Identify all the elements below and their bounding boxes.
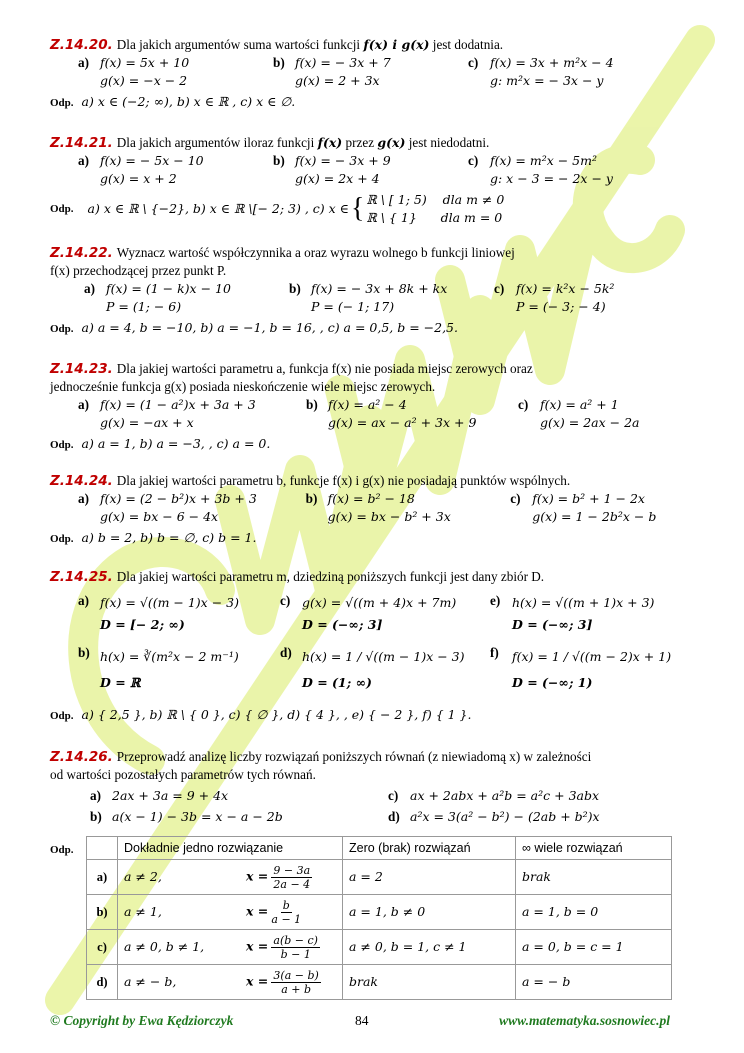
table-row: a) a ≠ 2, x = $\frac{9 - 3a}{2a - 4}$ a = 2 brak	[87, 860, 672, 895]
answer-label: Odp.	[50, 844, 74, 856]
answer: Odp. a) x ∈ ℝ \ {−2}, b) x ∈ ℝ \[− 2; 3) , c) x ∈ { ℝ \ [ 1; 5) dla m ≠ 0 ℝ \ { 1} dla m = 0	[50, 192, 505, 225]
answer: Odp. a) a = 1, b) a = −3, , c) a = 0.	[50, 436, 271, 451]
answer: Odp. a) x ∈ (−2; ∞), b) x ∈ ℝ , c) x ∈ ∅.	[50, 94, 296, 109]
solutions-table	[86, 836, 672, 1000]
problem-14-24: Z.14.24. Dla jakiej wartości parametru b, funkcje f(x) i g(x) nie posiadają punktów wspólnych. a) f(x) = (2 − b²)x + 3b + 3 g(x) = bx − 6 − 4x b) f(x) = b² − 18 g(x) = bx − b² + 3x c) f(x) = b² + 1 − 2x g(x) = 1 − 2b²x − b Odp. a) b = 2, b) b = ∅, c) b = 1.	[50, 472, 680, 548]
footer-page-number: 84	[355, 1013, 369, 1028]
table-row: c) a ≠ 0, b ≠ 1, x = $\frac{a(b - c)}{b - 1}$ a ≠ 0, b = 1, c ≠ 1 a = 0, b = c = 1	[87, 930, 672, 965]
table-row: b) a ≠ 1, x = $\frac{b}{a - 1}$ a = 1, b ≠ 0 a = 1, b = 0	[87, 895, 672, 930]
header-one: Dokładnie jedno rozwiązanie	[118, 837, 343, 860]
table-row: d) a ≠ − b, x = $\frac{3(a - b)}{a + b}$ brak a = − b	[87, 965, 672, 1000]
problem-14-23: Z.14.23. Dla jakiej wartości parametru a, funkcja f(x) nie posiada miejsc zerowych oraz jednocześnie funkcja g(x) posiada nieskończenie wiele miejsc zerowych. a) f(x) = (1 − a²)x + 3a + 3 g(x) = −ax + x b) f(x) = a² − 4 g(x) = ax − a² + 3x + 9 c) f(x) = a² + 1 g(x) = 2ax − 2a Odp. a) a = 1, b) a = −3, , c) a = 0.	[50, 360, 680, 454]
footer-website[interactable]: www.matematyka.sosnowiec.pl	[499, 1013, 670, 1028]
problem-14-22: Z.14.22. Wyznacz wartość współczynnika a oraz wyrazu wolnego b funkcji liniowej f(x) przechodzącej przez punkt P. a) f(x) = (1 − k)x − 10 P = (1; − 6) b) f(x) = − 3x + 8k + kx P = (− 1; 17) c) f(x) = k²x − 5k² P = (− 3; − 4) Odp. a) a = 4, b = −10, b) a = −1, b = 16, , c) a = 0,5, b = −2,5.	[50, 244, 680, 338]
problem-14-20: Z.14.20. Dla jakich argumentów suma wartości funkcji f(x) i g(x) jest dodatnia. a) f(x) = 5x + 10 g(x) = −x − 2 b) f(x) = − 3x + 7 g(x) = 2 + 3x c) f(x) = 3x + m²x − 4 g: m²x = − 3x − y Odp. a) x ∈ (−2; ∞), b) x ∈ ℝ , c) x ∈ ∅.	[50, 36, 680, 112]
problem-14-26: Z.14.26. Przeprowadź analizę liczby rozwiązań poniższych równań (z niewiadomą x) w zależności od wartości pozostałych parametrów tych równań. a) 2ax + 3a = 9 + 4x c) ax + 2abx + a²b = a²c + 3abx b) a(x − 1) − 3b = x − a − 2b d) a²x = 3(a² − b²) − (2ab + b²)x	[50, 749, 600, 824]
answer: Odp. a) { 2,5 }, b) ℝ \ { 0 }, c) { ∅ }, d) { 4 }, , e) { − 2 }, f) { 1 }.	[50, 707, 472, 722]
problem-id: Z.14.20.	[50, 37, 113, 53]
answer: Odp. a) b = 2, b) b = ∅, c) b = 1.	[50, 530, 257, 545]
header-infinite: ∞ wiele rozwiązań	[516, 837, 672, 860]
answer: Odp. a) a = 4, b = −10, b) a = −1, b = 16, , c) a = 0,5, b = −2,5.	[50, 320, 458, 335]
problem-14-21: Z.14.21. Dla jakich argumentów iloraz funkcji f(x) przez g(x) jest niedodatni. a) f(x) = − 5x − 10 g(x) = x + 2 b) f(x) = − 3x + 9 g(x) = 2x + 4 c) f(x) = m²x − 5m² g: x − 3 = − 2x − y Odp. a) x ∈ ℝ \ {−2}, b) x ∈ ℝ \[− 2; 3) , c) x ∈ { ℝ \ [ 1; 5) dla m ≠ 0 ℝ \ { 1} dla m = 0	[50, 134, 680, 227]
problem-14-25: Z.14.25. Dla jakiej wartości parametru m, dziedziną poniższych funkcji jest dany zbiór D. a) f(x) = √((m − 1)x − 3) D = [− 2; ∞) c) g(x) = √((m + 4)x + 7m) D = (−∞; 3] e) h(x) = √((m + 1)x + 3) D = (−∞; 3] b) h(x) = ∛(m²x − 2 m⁻¹) D = ℝ d) h(x) = 1 / √((m − 1)x − 3) D = (1; ∞) f) f(x) = 1 / √((m − 2)x + 1) D = (−∞; 1) Odp. a) { 2,5 }, b) ℝ \ { 0 }, c) { ∅ }, d) { 4 }, , e) { − 2 }, f) { 1 }.	[50, 568, 680, 725]
header-zero: Zero (brak) rozwiązań	[343, 837, 516, 860]
footer-copyright: © Copyright by Ewa Kędziorczyk	[50, 1013, 234, 1028]
